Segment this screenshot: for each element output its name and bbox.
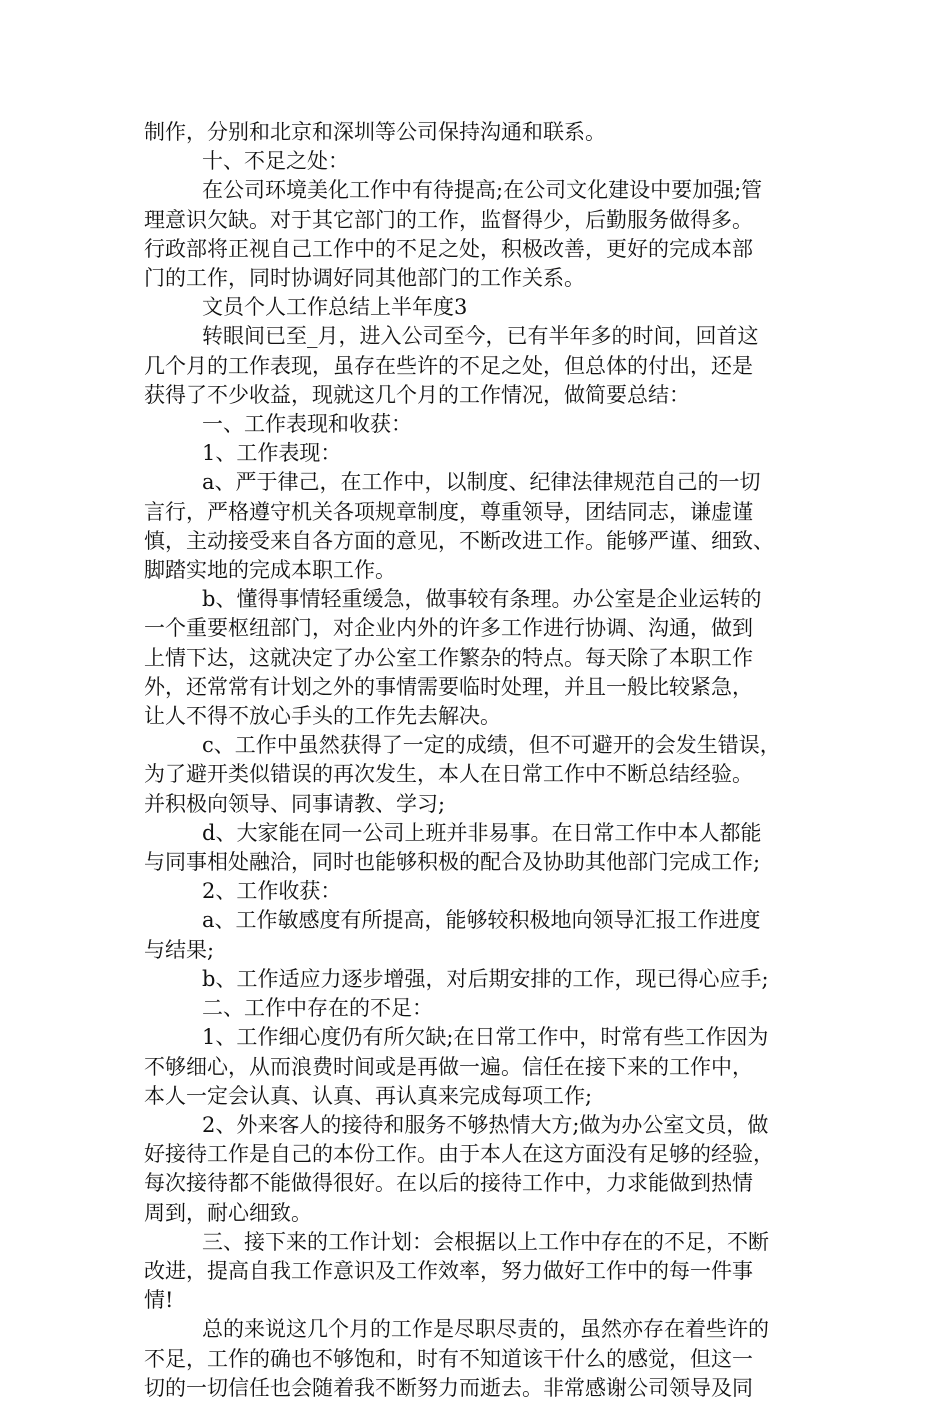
text-line: 总的来说这几个月的工作是尽职尽责的，虽然亦存在着些许的: [202, 1317, 769, 1342]
text-line: 一、工作表现和收获：: [202, 412, 412, 437]
text-line: 外，还常常有计划之外的事情需要临时处理，并且一般比较紧急，: [144, 674, 753, 699]
text-line: 周到，耐心细致。: [144, 1200, 312, 1225]
text-line: 行政部将正视自己工作中的不足之处，积极改善，更好的完成本部: [144, 236, 753, 261]
text-line: 2、工作收获：: [202, 879, 342, 904]
text-line: 一个重要枢纽部门，对企业内外的许多工作进行协调、沟通，做到: [144, 616, 753, 641]
text-line: 不足，工作的确也不够饱和，时有不知道该干什么的感觉，但这一: [144, 1346, 753, 1371]
text-line: 慎，主动接受来自各方面的意见，不断改进工作。能够严谨、细致、: [144, 528, 774, 553]
text-line: 好接待工作是自己的本份工作。由于本人在这方面没有足够的经验，: [144, 1142, 774, 1167]
text-line: 脚踏实地的完成本职工作。: [144, 558, 396, 583]
document-body: [144, 118, 814, 1403]
text-line: 转眼间已至_月，进入公司至今，已有半年多的时间，回首这: [202, 324, 759, 349]
text-line: 三、接下来的工作计划：会根据以上工作中存在的不足，不断: [202, 1229, 769, 1254]
text-line: 2、外来客人的接待和服务不够热情大方;做为办公室文员，做: [202, 1112, 769, 1137]
text-line: 为了避开类似错误的再次发生，本人在日常工作中不断总结经验。: [144, 762, 753, 787]
text-line: 1、工作细心度仍有所欠缺;在日常工作中，时常有些工作因为: [202, 1025, 769, 1050]
text-line: 言行，严格遵守机关各项规章制度，尊重领导，团结同志，谦虚谨: [144, 499, 753, 524]
text-line: 上情下达，这就决定了办公室工作繁杂的特点。每天除了本职工作: [144, 645, 753, 670]
text-line: 并积极向领导、同事请教、学习;: [144, 791, 446, 816]
text-line: 获得了不少收益，现就这几个月的工作情况，做简要总结：: [144, 382, 690, 407]
text-line: 每次接待都不能做得很好。在以后的接待工作中，力求能做到热情: [144, 1171, 753, 1196]
text-line: 改进，提高自我工作意识及工作效率，努力做好工作中的每一件事: [144, 1258, 753, 1283]
text-line: 门的工作，同时协调好同其他部门的工作关系。: [144, 266, 585, 291]
text-line: 让人不得不放心手头的工作先去解决。: [144, 704, 501, 729]
text-line: 制作，分别和北京和深圳等公司保持沟通和联系。: [144, 120, 606, 144]
text-line: 不够细心，从而浪费时间或是再做一遍。信任在接下来的工作中，: [144, 1054, 753, 1079]
text-line: a、严于律己，在工作中，以制度、纪律法律规范自己的一切: [202, 470, 761, 495]
text-line: 文员个人工作总结上半年度3: [202, 295, 468, 320]
text-line: 二、工作中存在的不足：: [202, 996, 433, 1021]
text-line: 1、工作表现：: [202, 441, 342, 466]
text-line: 与结果;: [144, 937, 215, 962]
text-line: 在公司环境美化工作中有待提高;在公司文化建设中要加强;管: [202, 178, 763, 203]
text-line: 与同事相处融洽，同时也能够积极的配合及协助其他部门完成工作;: [144, 850, 761, 875]
text-line: 理意识欠缺。对于其它部门的工作，监督得少，后勤服务做得多。: [144, 207, 753, 232]
text-line: 十、不足之处：: [202, 149, 349, 174]
text-line: c、工作中虽然获得了一定的成绩，但不可避开的会发生错误，: [202, 733, 781, 758]
text-line: 本人一定会认真、认真、再认真来完成每项工作;: [144, 1083, 593, 1108]
text-line: 情!: [144, 1288, 174, 1313]
text-line: b、工作适应力逐步增强，对后期安排的工作，现已得心应手;: [202, 966, 769, 991]
text-line: d、大家能在同一公司上班并非易事。在日常工作中本人都能: [202, 820, 762, 845]
text-line: 几个月的工作表现，虽存在些许的不足之处，但总体的付出，还是: [144, 353, 753, 378]
text-line: a、工作敏感度有所提高，能够较积极地向领导汇报工作进度: [202, 908, 761, 933]
text-line: 切的一切信任也会随着我不断努力而逝去。非常感谢公司领导及同: [144, 1375, 753, 1400]
text-line: b、懂得事情轻重缓急，做事较有条理。办公室是企业运转的: [202, 587, 762, 612]
